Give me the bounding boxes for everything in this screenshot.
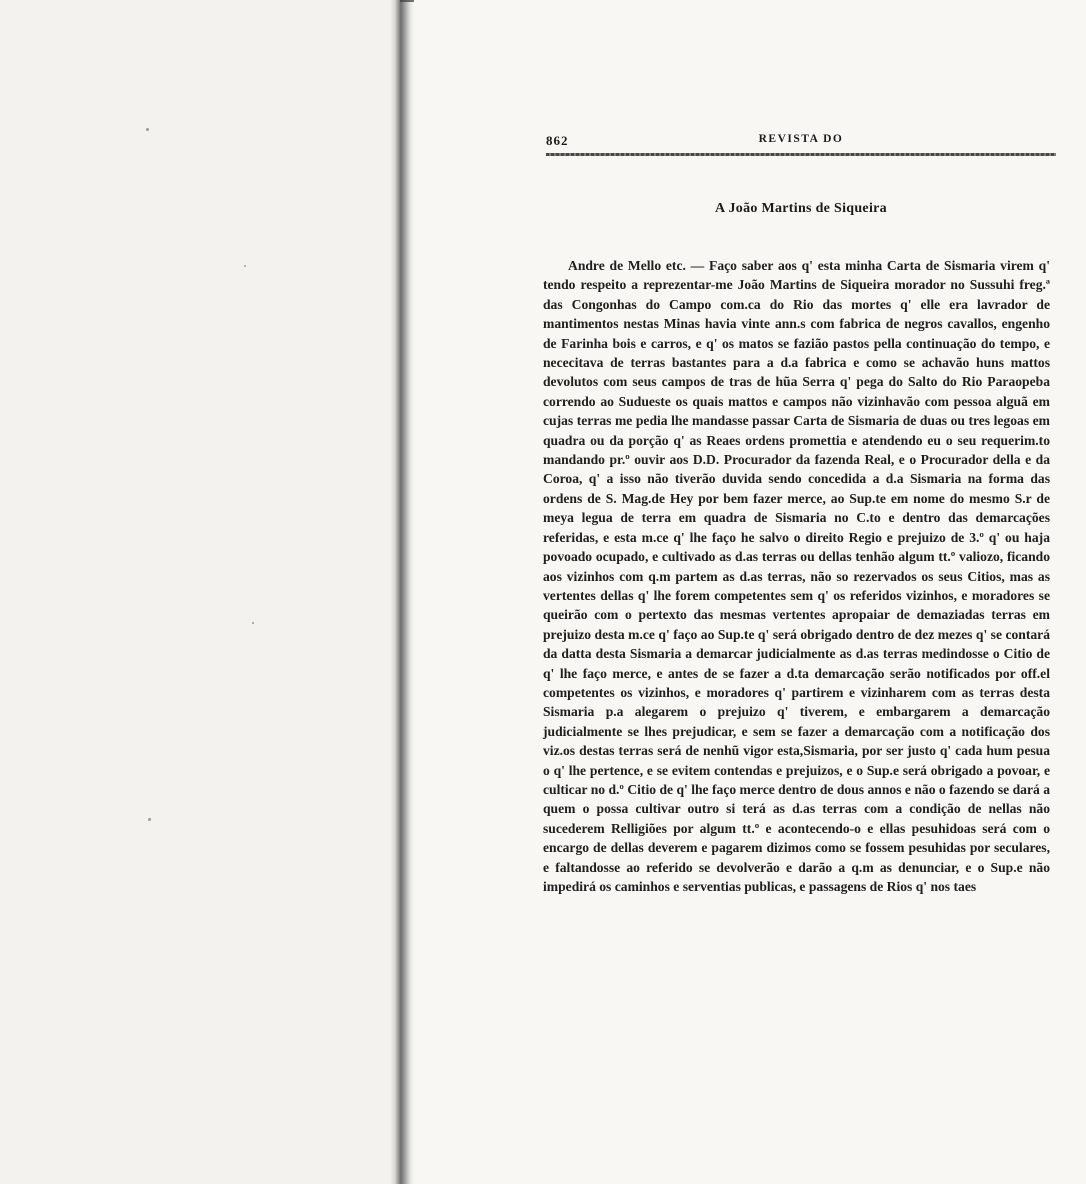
page-number: 862 — [546, 133, 569, 148]
speck — [244, 265, 246, 267]
header-rule — [546, 153, 1056, 156]
speck — [252, 622, 254, 624]
body-paragraph: Andre de Mello etc. — Faço saber aos q' esta minha Carta de Sismaria virem q' tendo respeito a reprezentar-me João Martins de Siqueira morador no Sussuhi freg.ª das Congonhas do Campo com.ca do Rio das mortes q' elle era lavrador de mantimentos nestas Minas havia vinte ann.s com fabrica de negros cavallos, engenho de Farinha bois e carros, e q' os matos se fazião pastos pella continuação do tempo, e nececitava de terras bastantes para a d.a fabrica e como se achavão huns mattos devolutos com seus campos de tras de hũa Serra q' pega do Salto do Rio Paraopeba correndo ao Sudueste os quais mattos e campos não vizinhavão com pessoa alguã em cujas terras me pedia lhe mandasse passar Carta de Sismaria de duas ou tres legoas em quadra ou da porção q' as Reaes ordens promettia e atendendo eu o seu requerim.to mandando pr.º ouvir aos D.D. Procurador da fazenda Real, e o Procurador della e da Coroa, q' a isso não tiverão duvida sendo concedida a d.a Sismaria na forma das ordens de S. Mag.de Hey por bem fazer merce, ao Sup.te em nome do mesmo S.r de meya legua de terra em quadra de Sismaria no C.to e dentro das demarcações referidas, e esta m.ce q' lhe faço he salvo o direito Regio e prejuizo de 3.º q' ou haja povoado ocupado, e cultivado as d.as terras ou dellas tenhão algum tt.º valiozo, ficando aos vizinhos com q.m partem as d.as terras, não so rezervados os seus Citios, mas as vertentes dellas q' lhe forem competentes sem q' os referidos vizinhos, e moradores se queirão com o pertexto das mesmas vertentes apropaiar de demaziadas terras em prejuizo desta m.ce q' faço ao Sup.te q' será obrigado dentro de dez mezes q' se contará da datta desta Sismaria a demarcar judicialmente as d.as terras medindosse o Citio de q' lhe faço merce, e antes de se fazer a d.ta demarcação serão notificados por off.el competentes os vizinhos, e moradores q' partirem e vizinharem com as terras desta Sismaria p.a alegarem o prejuizo q' tiverem, e embargarem a demarcação judicialmente se lhes prejudicar, e sem se fazer a demarcação com a notificação dos viz.os destas terras será de nenhũ vigor esta,Sismaria, por ser justo q' cada hum pesua o q' lhe pertence, e se evitem contendas e prejuizos, e o Sup.e será obrigado a povoar, e culticar no d.º Citio de q' lhe faço merce dentro de dous annos e não o fazendo se dará a quem o possa cultivar outro si terá as d.as terras com a condição de nellas não sucederem Relligiões por algum tt.º e acontecendo-o e ellas pesuhidoas será com o encargo de dellas deverem e pagarem dizimos como se fossem pesuhidas por seculares, e faltandosse ao referido se devolverão e darão a q.m as denunciar, e o Sup.e não impedirá os caminhos e serventias publicas, e passagens de Rios q' nos taes — [543, 258, 1050, 894]
document-title: A João Martins de Siqueira — [715, 201, 887, 216]
left-blank-page — [0, 0, 392, 1184]
book-gutter — [390, 0, 414, 1184]
speck — [146, 128, 149, 131]
page-header — [546, 133, 1056, 153]
running-head: REVISTA DO — [758, 133, 844, 145]
speck — [148, 818, 151, 821]
